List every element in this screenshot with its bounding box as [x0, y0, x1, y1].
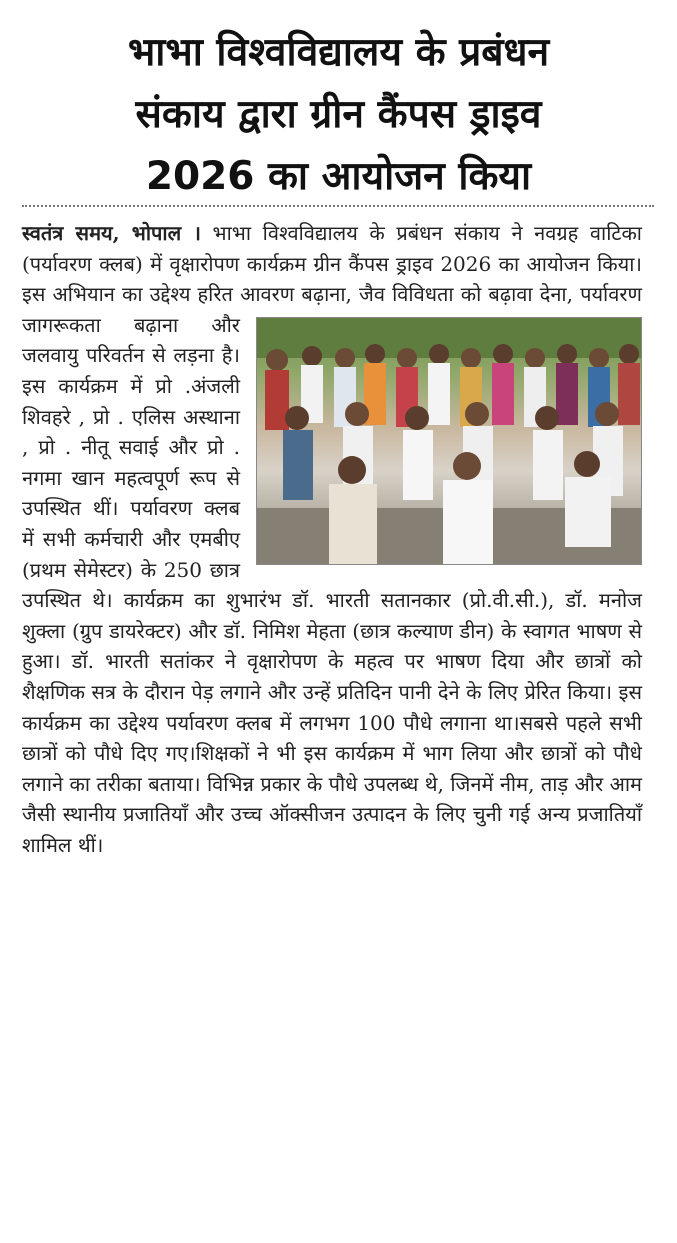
- headline-line-3: 2026 का आयोजन किया: [145, 154, 532, 199]
- dateline: स्वतंत्र समय, भोपाल ।: [22, 221, 201, 245]
- headline-line-2: संकाय द्वारा ग्रीन कैंपस ड्राइव: [135, 92, 542, 137]
- headline-divider: [22, 205, 654, 207]
- headline: [20, 22, 657, 208]
- article-text-part-2: बढ़ावा देना, पर्यावरण जागरूकता बढ़ाना और जलवायु परिवर्तन से लड़ना है। इस कार्यक्रम में प्रो .अंजली शिवहरे , प्रो . एलिस अस्थाना , प्रो . नीतू सवाई और प्रो . नगमा खान महत्वपूर्ण रूप से उपस्थित थीं। पर्यावरण क्लब में सभी कर्मचारी और एमबीए (प्रथम सेमेस्टर) के 250 छात्र उपस्थित थे। कार्यक्रम का शुभारंभ डॉ. भारती सतानकार (प्रो.वी.सी.), डॉ. मनोज शुक्ला (ग्रुप डायरेक्टर) और डॉ. निमिश मेहता (छात्र कल्याण डीन) के स्वागत भाषण से हुआ। डॉ. भारती सतांकर ने वृक्षारोपण के महत्व पर भाषण दिया और छात्रों को शैक्षणिक सत्र के दौरान पेड़ लगाने और उन्हें प्रतिदिन पानी देने के लिए प्रेरित किया। इस कार्यक्रम का उद्देश्य पर्यावरण क्लब में लगभग 100 पौधे लगाना था।सबसे पहले सभी छात्रों को पौधे दिए गए।शिक्षकों ने भी इस कार्यक्रम में भाग लिया और छात्रों को पौधे लगाने का तरीका बताया। विभिन्न प्रकार के पौधे उपलब्ध थे, जिनमें नीम, ताड़ और आम जैसी स्थानीय प्रजातियाँ और उच्च ऑक्सीजन उत्पादन के लिए चुनी गई अन्य प्रजातियाँ शामिल थीं।: [22, 282, 642, 857]
- article-text-part-1: भाभा विश्वविद्यालय के प्रबंधन संकाय ने नवग्रह वाटिका (पर्यावरण क्लब) में वृक्षारोपण कार्यक्रम ग्रीन कैंपस ड्राइव 2026 का आयोजन किया। इस अभियान का उद्देश्य हरित आवरण बढ़ाना, जैव विविधता को: [22, 221, 642, 307]
- group-photo: [256, 317, 642, 565]
- article-body: [22, 218, 642, 860]
- headline-line-1: भाभा विश्वविद्यालय के प्रबंधन: [127, 30, 550, 75]
